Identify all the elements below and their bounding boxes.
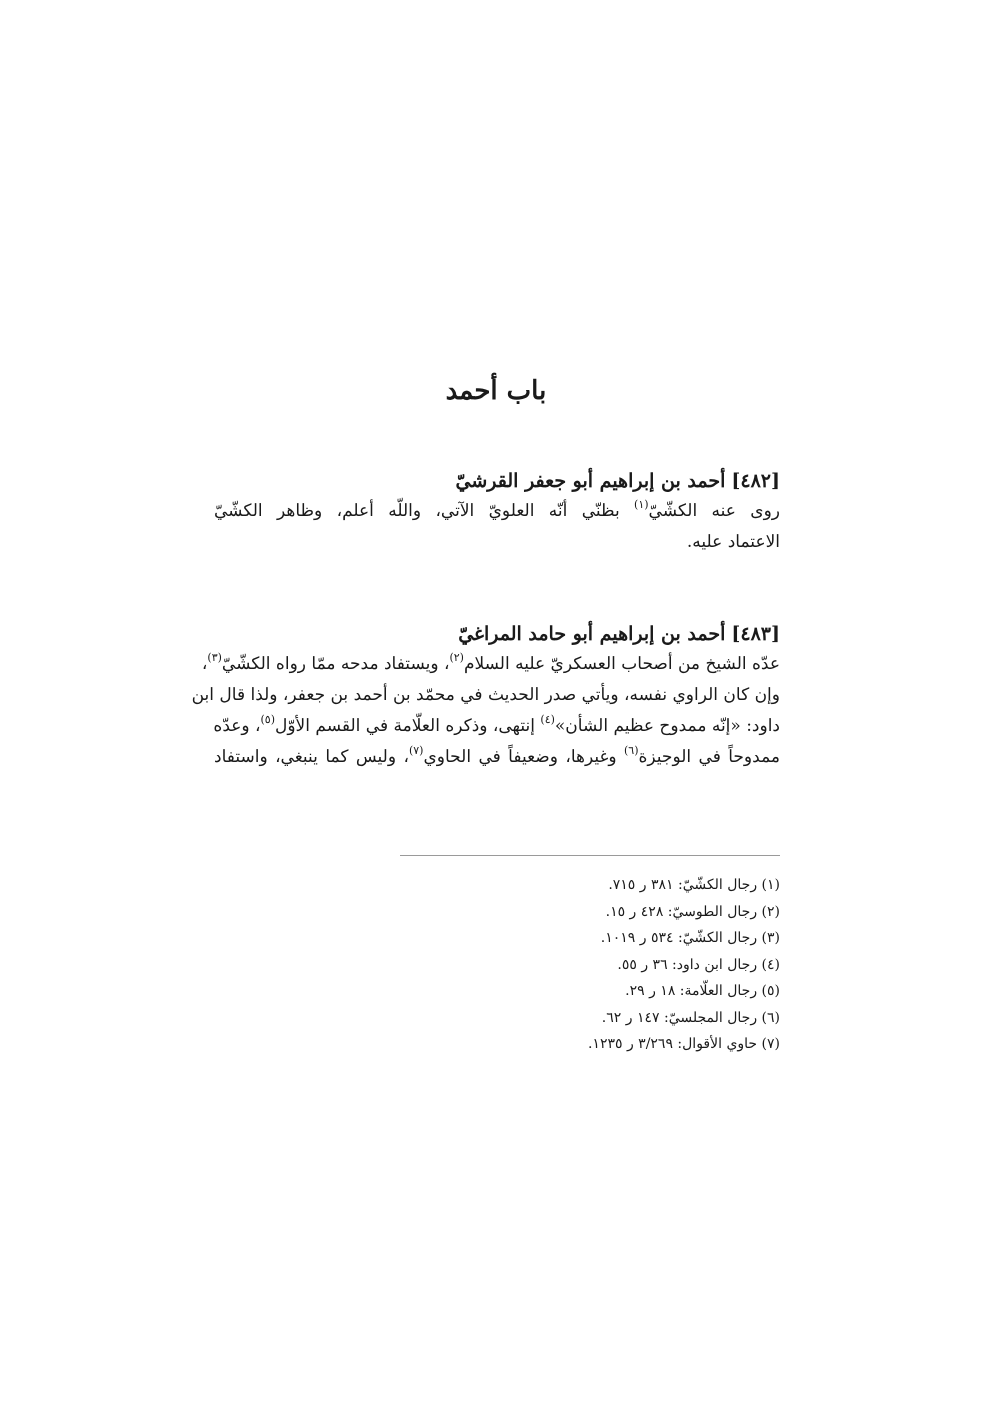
footnote-item: (٦) رجال المجلسيّ: ١٤٧ ر ٦٢. xyxy=(601,1009,780,1026)
footnote-ref[interactable]: (١) xyxy=(634,498,649,511)
entry-heading xyxy=(214,466,780,496)
text-segment: ، وليس كما ينبغي، واستفاد xyxy=(214,747,409,767)
footnote-item: (٧) حاوي الأقوال: ٣/٢٦٩ ر ١٢٣٥. xyxy=(587,1036,780,1052)
entry-name: أحمد بن إبراهيم أبو جعفر القرشيّ xyxy=(455,470,726,492)
entry-text-line xyxy=(214,527,780,558)
footnotes-list xyxy=(400,872,780,1058)
entry-482 xyxy=(214,466,780,558)
text-segment: وإن كان الراوي نفسه، ويأتي صدر الحديث في محمّد بن أحمد بن جعفر، ولذا قال ابن xyxy=(191,685,780,705)
footnote-ref[interactable]: (٧) xyxy=(408,744,424,757)
text-segment: روى عنه الكشّيّ xyxy=(648,501,780,521)
entry-number: [٤٨٣] xyxy=(731,623,780,645)
entry-heading xyxy=(214,619,780,649)
footnote-ref[interactable]: (٢) xyxy=(449,651,464,664)
entry-text-line xyxy=(214,742,780,773)
entry-483 xyxy=(191,619,781,773)
footnote-ref[interactable]: (٤) xyxy=(540,713,555,726)
footnote-item: (٢) رجال الطوسيّ: ٤٢٨ ر ١٥. xyxy=(605,903,780,920)
text-segment: ، وعدّه xyxy=(213,716,261,736)
chapter-title: باب أحمد xyxy=(445,376,547,406)
entry-text-line xyxy=(191,680,780,711)
footnote-item: (٣) رجال الكشّيّ: ٥٣٤ ر ١٠١٩. xyxy=(600,930,780,946)
entry-name: أحمد بن إبراهيم أبو حامد المراغيّ xyxy=(458,623,726,645)
text-segment: عدّه الشيخ من أصحاب العسكريّ عليه السلام xyxy=(463,654,780,674)
footnote-divider xyxy=(400,855,780,856)
footnote-item: (٥) رجال العلّامة: ١٨ ر ٢٩. xyxy=(625,983,780,999)
text-segment: ، xyxy=(201,654,208,674)
footnote-ref[interactable]: (٣) xyxy=(207,651,222,664)
text-segment: إنتهى، وذكره العلّامة في القسم الأوّل xyxy=(275,716,541,736)
entry-text-line xyxy=(201,649,780,680)
footnote-ref[interactable]: (٦) xyxy=(624,744,639,757)
entry-text-line xyxy=(214,496,780,527)
text-segment: داود: «إنّه ممدوح عظيم الشأن» xyxy=(554,716,780,736)
text-segment: ، ويستفاد مدحه ممّا رواه الكشّيّ xyxy=(221,654,450,674)
text-segment: الاعتماد عليه. xyxy=(686,532,780,552)
text-segment: وغيرها، وضعيفاً في الحاوي xyxy=(423,747,624,767)
entry-text-line xyxy=(214,711,780,742)
text-segment: بظنّي أنّه العلويّ الآتي، واللّه أعلم، وظاهر الكشّيّ xyxy=(214,501,635,521)
footnote-item: (٤) رجال ابن داود: ٣٦ ر ٥٥. xyxy=(617,956,780,973)
footnote-ref[interactable]: (٥) xyxy=(260,713,275,726)
text-segment: ممدوحاً في الوجيزة xyxy=(638,747,781,767)
entry-number: [٤٨٢] xyxy=(731,470,780,492)
footnote-item: (١) رجال الكشّيّ: ٣٨١ ر ٧١٥. xyxy=(608,877,780,893)
